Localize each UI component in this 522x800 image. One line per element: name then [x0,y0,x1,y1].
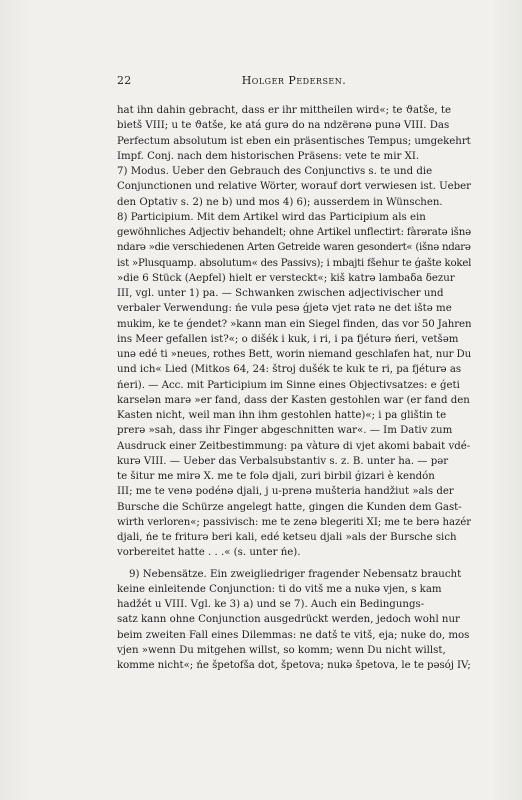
text-line: 8) Participium. Mit dem Artikel wird das Participium als ein [117,211,426,223]
text-line: Perfectum absolutum ist eben ein präsentisches Tempus; umgekehrt [117,135,471,147]
page-number: 22 [117,74,132,87]
text-line: komme nicht«; ńe špetofša dot, špetova; nukə špetova, le te pəsój IV; [117,660,471,671]
text-line: beim zweiten Fall eines Dilemmas: ne datš te vitš, eja; nuke do, mos [117,629,470,641]
text-line: satz kann ohne Conjunction ausgedrückt werden, jedoch wohl nur [117,614,460,626]
text-line: ins Meer gefallen ist?«; o dišék i kuk, i ri, i pa fjéturə ńeri, vetšəm [117,333,459,345]
text-line: 7) Modus. Ueber den Gebrauch des Conjunctivs s. te und die [117,166,433,177]
text-line: III, vgl. unter 1) pa. — Schwanken zwischen adjectivischer und [117,288,444,299]
text-line: karselən marə »er fand, dass der Kasten gestohlen war (er fand den [117,394,470,406]
text-line: III; me te venə podénə djali, j u-prenə mušteria handžiut »als der [117,486,454,498]
text-line: »die 6 Stück (Aepfel) hielt er versteckt«; kiš katrə lambaδa δezur [117,272,455,284]
text-line: den Optativ s. 2) ne b) und mos 4) 6); ausserdem in Wünschen. [117,196,443,208]
text-line: ńeri). — Acc. mit Participium im Sinne eines Objectivsatzes: e ǵeti [117,379,460,391]
text-line: 9) Nebensätze. Ein zweigliedriger fragender Nebensatz braucht [129,568,462,580]
text-line: keine einleitende Conjunction: ti do vitš me a nukə vjen, s kam [117,583,442,595]
text-line: ist »Plusquamp. absolutum« des Passivs); i mbajti fšehur te ǵašte kokel [117,257,471,269]
text-line: vjen »wenn Du mitgehen willst, so komm; wenn Du nicht willst, [117,644,446,656]
body-text [117,103,471,673]
running-head: Holger Pedersen. [241,74,347,87]
text-line: Bursche die Schürze angelegt hatte, gingen die Kunden dem Gast- [117,501,462,513]
text-line: te šitur me mirə X. me te folə djali, zuri birbil ǵizari è kendón [117,471,435,482]
text-line: Conjunctionen und relative Wörter, worauf dort verwiesen ist. Ueber [117,181,471,193]
text-line: gewöhnliches Adjectiv behandelt; ohne Artikel unflectirt: fàrəratə išnə [117,227,471,238]
text-line: djali, ńe te friturə beri kali, edé ketseu djali »als der Bursche sich [117,532,457,543]
text-line: bietš VIII; u te ϑatše, ke atá gurə do na ndzërənə punə VIII. Das [117,120,450,132]
text-line: unə edé ti »neues, rothes Bett, worin niemand geschlafen hat, nur Du [117,349,471,360]
text-line: hadžét u VIII. Vgl. ke 3) a) und se 7). Auch ein Bedingungs- [117,599,425,610]
text-line: verbaler Verwendung: ńe vulə pesə ǵjetə vjet ratə ne det ištə me [117,303,452,315]
text-line: Impf. Conj. nach dem historischen Präsens: vete te mir XI. [117,150,420,162]
text-line: Ausdruck einer Zeitbestimmung: pa vàturə di vjet akomi babait vdé- [117,440,471,452]
text-line: Kasten nicht, weil man ihn ihm gestohlen hatte)«; i pa glištin te [117,410,447,421]
text-line: hat ihn dahin gebracht, dass er ihr mittheilen wird«; te ϑatše, te [117,105,451,116]
text-line: und ich« Lied (Mitkos 64, 24: štroj dušék te kuk te ri, pa fjéturə as [117,364,462,376]
page-header [117,74,471,90]
text-line: prerə »sah, dass ihr Finger abgeschnitten war«. — Im Dativ zum [117,425,453,437]
text-line: vorbereitet hatte . . .« (s. unter ńe). [117,547,301,559]
text-line: ndarə »die verschiedenen Arten Getreide waren gesondert« (išnə ndarə [117,242,471,254]
text-line: kurə VIII. — Ueber das Verbalsubstantiv s. z. B. unter ha. — pər [117,455,449,467]
text-line: wirth verloren«; passivisch: me te zenə blegeriti XI; me te berə hazér [117,516,471,528]
text-line: mukim, ke te ǵendet? »kann man ein Siegel finden, das vor 50 Jahren [117,318,471,330]
